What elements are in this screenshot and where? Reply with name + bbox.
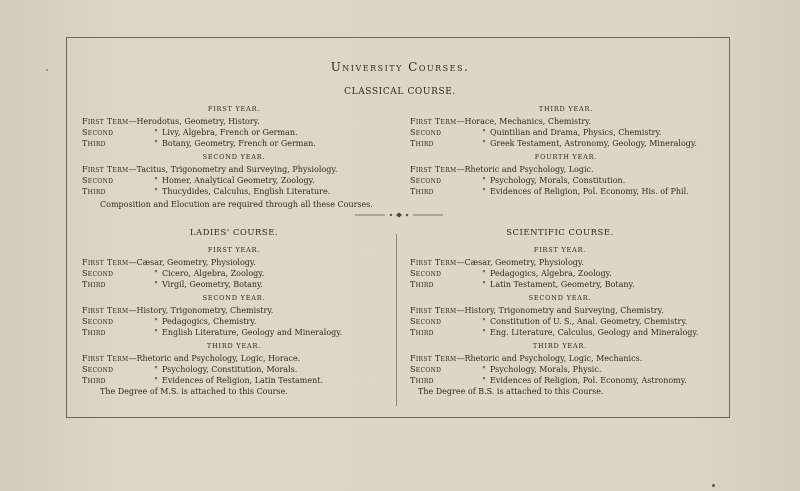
scientific-third-year-heading: THIRD YEAR. bbox=[532, 342, 588, 350]
ladies-y2-row-1: First Term—History, Trigonometry, Chemistry. bbox=[82, 306, 274, 315]
ladies-y2-row-2: Second " Pedagogics, Chemistry. bbox=[82, 317, 257, 326]
ladies-first-year-heading: FIRST YEAR. bbox=[207, 246, 261, 254]
classical-y3-row-3: Third " Greek Testament, Astronomy, Geology, Mineralogy. bbox=[410, 139, 697, 148]
classical-y1-row-3: Third " Botany, Geometry, French or German. bbox=[82, 139, 316, 148]
classical-note: Composition and Elocution are required through all these Courses. bbox=[100, 200, 373, 209]
page-title: University Courses. bbox=[330, 60, 470, 74]
classical-third-year-heading: THIRD YEAR. bbox=[538, 105, 594, 113]
classical-fourth-year-heading: FOURTH YEAR. bbox=[534, 153, 598, 161]
classical-course-heading: CLASSICAL COURSE. bbox=[344, 87, 456, 97]
scientific-y2-row-1: First Term—History, Trigonometry and Surveying, Chemistry. bbox=[410, 306, 664, 315]
scientific-note: The Degree of B.S. is attached to this Course. bbox=[418, 387, 604, 396]
classical-y2-row-1: First Term—Tacitus, Trigonometry and Surveying, Physiology. bbox=[82, 165, 338, 174]
classical-y4-row-2: Second " Psychology, Morals, Constitution. bbox=[410, 176, 626, 185]
scientific-first-year-heading: FIRST YEAR. bbox=[533, 246, 587, 254]
classical-y1-row-2: Second " Livy, Algebra, French or German. bbox=[82, 128, 298, 137]
scientific-course-heading: SCIENTIFIC COURSE. bbox=[506, 228, 614, 238]
scientific-y3-row-1: First Term—Rhetoric and Psychology, Logic, Mechanics. bbox=[410, 354, 643, 363]
classical-y4-row-3: Third " Evidences of Religion, Pol. Economy, His. of Phil. bbox=[410, 187, 689, 196]
ladies-y3-row-1: First Term—Rhetoric and Psychology, Logic, Horace. bbox=[82, 354, 301, 363]
scientific-second-year-heading: SECOND YEAR. bbox=[528, 294, 592, 302]
ornament-divider bbox=[355, 212, 443, 218]
scientific-y1-row-2: Second " Pedagogics, Algebra, Zoology. bbox=[410, 269, 612, 278]
paper-speck bbox=[712, 484, 715, 487]
scientific-y1-row-1: First Term—Cæsar, Geometry, Physiology. bbox=[410, 258, 584, 267]
scientific-y1-row-3: Third " Latin Testament, Geometry, Botany. bbox=[410, 280, 635, 289]
ladies-y3-row-2: Second " Psychology, Constitution, Morals. bbox=[82, 365, 298, 374]
scientific-y2-row-2: Second " Constitution of U. S., Anal. Geometry, Chemistry. bbox=[410, 317, 688, 326]
classical-y2-row-3: Third " Thucydides, Calculus, English Literature. bbox=[82, 187, 331, 196]
ladies-y2-row-3: Third " English Literature, Geology and Mineralogy. bbox=[82, 328, 343, 337]
column-divider bbox=[396, 234, 397, 406]
paper-speck bbox=[46, 69, 48, 71]
scientific-y3-row-3: Third " Evidences of Religion, Pol. Economy, Astronomy. bbox=[410, 376, 687, 385]
ladies-y3-row-3: Third " Evidences of Religion, Latin Testament. bbox=[82, 376, 324, 385]
ladies-note: The Degree of M.S. is attached to this Course. bbox=[100, 387, 288, 396]
ladies-y1-row-2: Second " Cicero, Algebra, Zoology. bbox=[82, 269, 265, 278]
classical-y3-row-1: First Term—Horace, Mechanics, Chemistry. bbox=[410, 117, 592, 126]
ladies-y1-row-3: Third " Virgil, Geometry, Botany. bbox=[82, 280, 264, 289]
classical-y4-row-1: First Term—Rhetoric and Psychology, Logic. bbox=[410, 165, 594, 174]
classical-first-year-heading: FIRST YEAR. bbox=[207, 105, 261, 113]
scientific-y2-row-3: Third " Eng. Literature, Calculus, Geology and Mineralogy. bbox=[410, 328, 699, 337]
classical-y2-row-2: Second " Homer, Analytical Geometry, Zoology. bbox=[82, 176, 315, 185]
classical-y3-row-2: Second " Quintilian and Drama, Physics, Chemistry. bbox=[410, 128, 662, 137]
ladies-y1-row-1: First Term—Cæsar, Geometry, Physiology. bbox=[82, 258, 256, 267]
classical-second-year-heading: SECOND YEAR. bbox=[202, 153, 266, 161]
ladies-second-year-heading: SECOND YEAR. bbox=[202, 294, 266, 302]
scientific-y3-row-2: Second " Psychology, Morals, Physic. bbox=[410, 365, 602, 374]
ladies-course-heading: LADIES' COURSE. bbox=[189, 228, 279, 238]
ladies-third-year-heading: THIRD YEAR. bbox=[206, 342, 262, 350]
classical-y1-row-1: First Term—Herodotus, Geometry, History. bbox=[82, 117, 260, 126]
